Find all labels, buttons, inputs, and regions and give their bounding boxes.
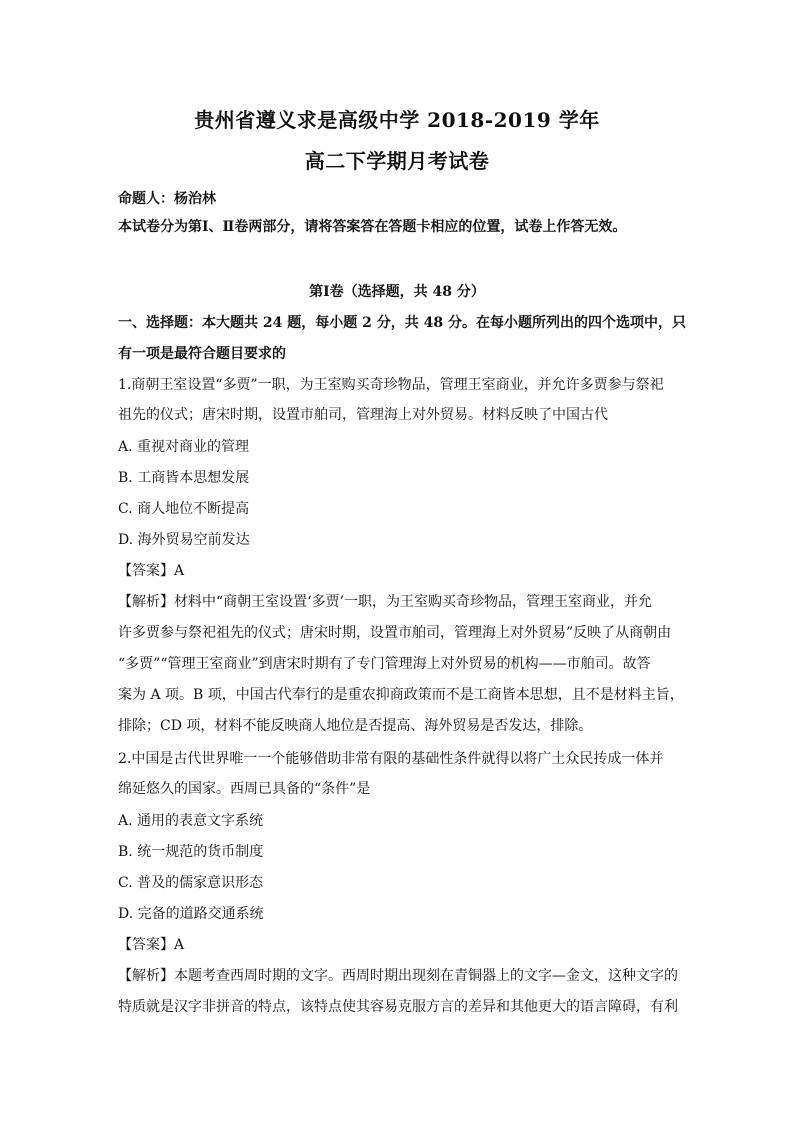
question-1-option-a: A. 重视对商业的管理 <box>118 439 250 455</box>
section-title: 第Ⅰ卷（选择题，共 48 分） <box>309 284 485 300</box>
exam-title-line1: 贵州省遵义求是高级中学 2018-2019 学年 <box>194 108 600 132</box>
question-1-option-d: D. 海外贸易空前发达 <box>118 532 250 548</box>
question-1-answer: 【答案】A <box>118 563 185 579</box>
question-2-analysis-line1: 【解析】本题考查西周时期的文字。西周时期出现刻在青铜器上的文字—金文，这种文字的 <box>118 968 678 984</box>
question-1-analysis-line1: 【解析】材料中“商朝王室设置‘多贾’一职，为王室购买奇珍物品，管理王室商业，并允 <box>118 594 653 610</box>
question-2-option-a: A. 通用的表意文字系统 <box>118 813 264 829</box>
question-1-option-b: B. 工商皆本思想发展 <box>118 470 250 486</box>
author-line: 命题人：杨治林 <box>118 191 216 207</box>
question-1-option-c: C. 商人地位不断提高 <box>118 501 250 517</box>
question-1-analysis-line4: 案为 A 项。B 项，中国古代奉行的是重农抑商政策而不是工商皆本思想，且不是材料主旨， <box>118 687 684 703</box>
question-2-answer: 【答案】A <box>118 937 185 953</box>
question-1-stem-line1: 1.商朝王室设置“多贾”一职，为王室购买奇珍物品，管理王室商业，并允许多贾参与祭祀 <box>118 377 664 393</box>
question-1-analysis-line2: 许多贾参与祭祀祖先的仪式；唐宋时期，设置市舶司，管理海上对外贸易”反映了从商朝由 <box>118 625 672 641</box>
question-1-stem-line2: 祖先的仪式；唐宋时期，设置市舶司，管理海上对外贸易。材料反映了中国古代 <box>118 407 608 423</box>
question-1-analysis-line3: “多贾”“管理王室商业”到唐宋时期有了专门管理海上对外贸易的机构——市舶司。故答 <box>118 656 651 672</box>
section-instructions-line1: 一、选择题：本大题共 24 题，每小题 2 分，共 48 分。在每小题所列出的四个选项中，只 <box>118 315 686 331</box>
section-instructions-line2: 有一项是最符合题目要求的 <box>118 346 286 362</box>
notice-line: 本试卷分为第Ⅰ、Ⅱ卷两部分，请将答案答在答题卡相应的位置，试卷上作答无效。 <box>118 219 627 235</box>
question-2-stem-line1: 2.中国是古代世界唯一一个能够借助非常有限的基础性条件就得以将广土众民抟成一体并 <box>118 751 664 767</box>
question-2-analysis-line2: 特质就是汉字非拼音的特点，该特点使其容易克服方言的差异和其他更大的语言障碍，有利 <box>118 999 678 1015</box>
question-2-option-d: D. 完备的道路交通系统 <box>118 906 264 922</box>
question-2-stem-line2: 绵延悠久的国家。西周已具备的“条件”是 <box>118 781 371 797</box>
question-2-option-c: C. 普及的儒家意识形态 <box>118 875 264 891</box>
question-1-analysis-line5: 排除；CD 项，材料不能反映商人地位是否提高、海外贸易是否发达，排除。 <box>118 718 593 734</box>
question-2-option-b: B. 统一规范的货币制度 <box>118 844 264 860</box>
exam-title-line2: 高二下学期月考试卷 <box>304 149 490 173</box>
